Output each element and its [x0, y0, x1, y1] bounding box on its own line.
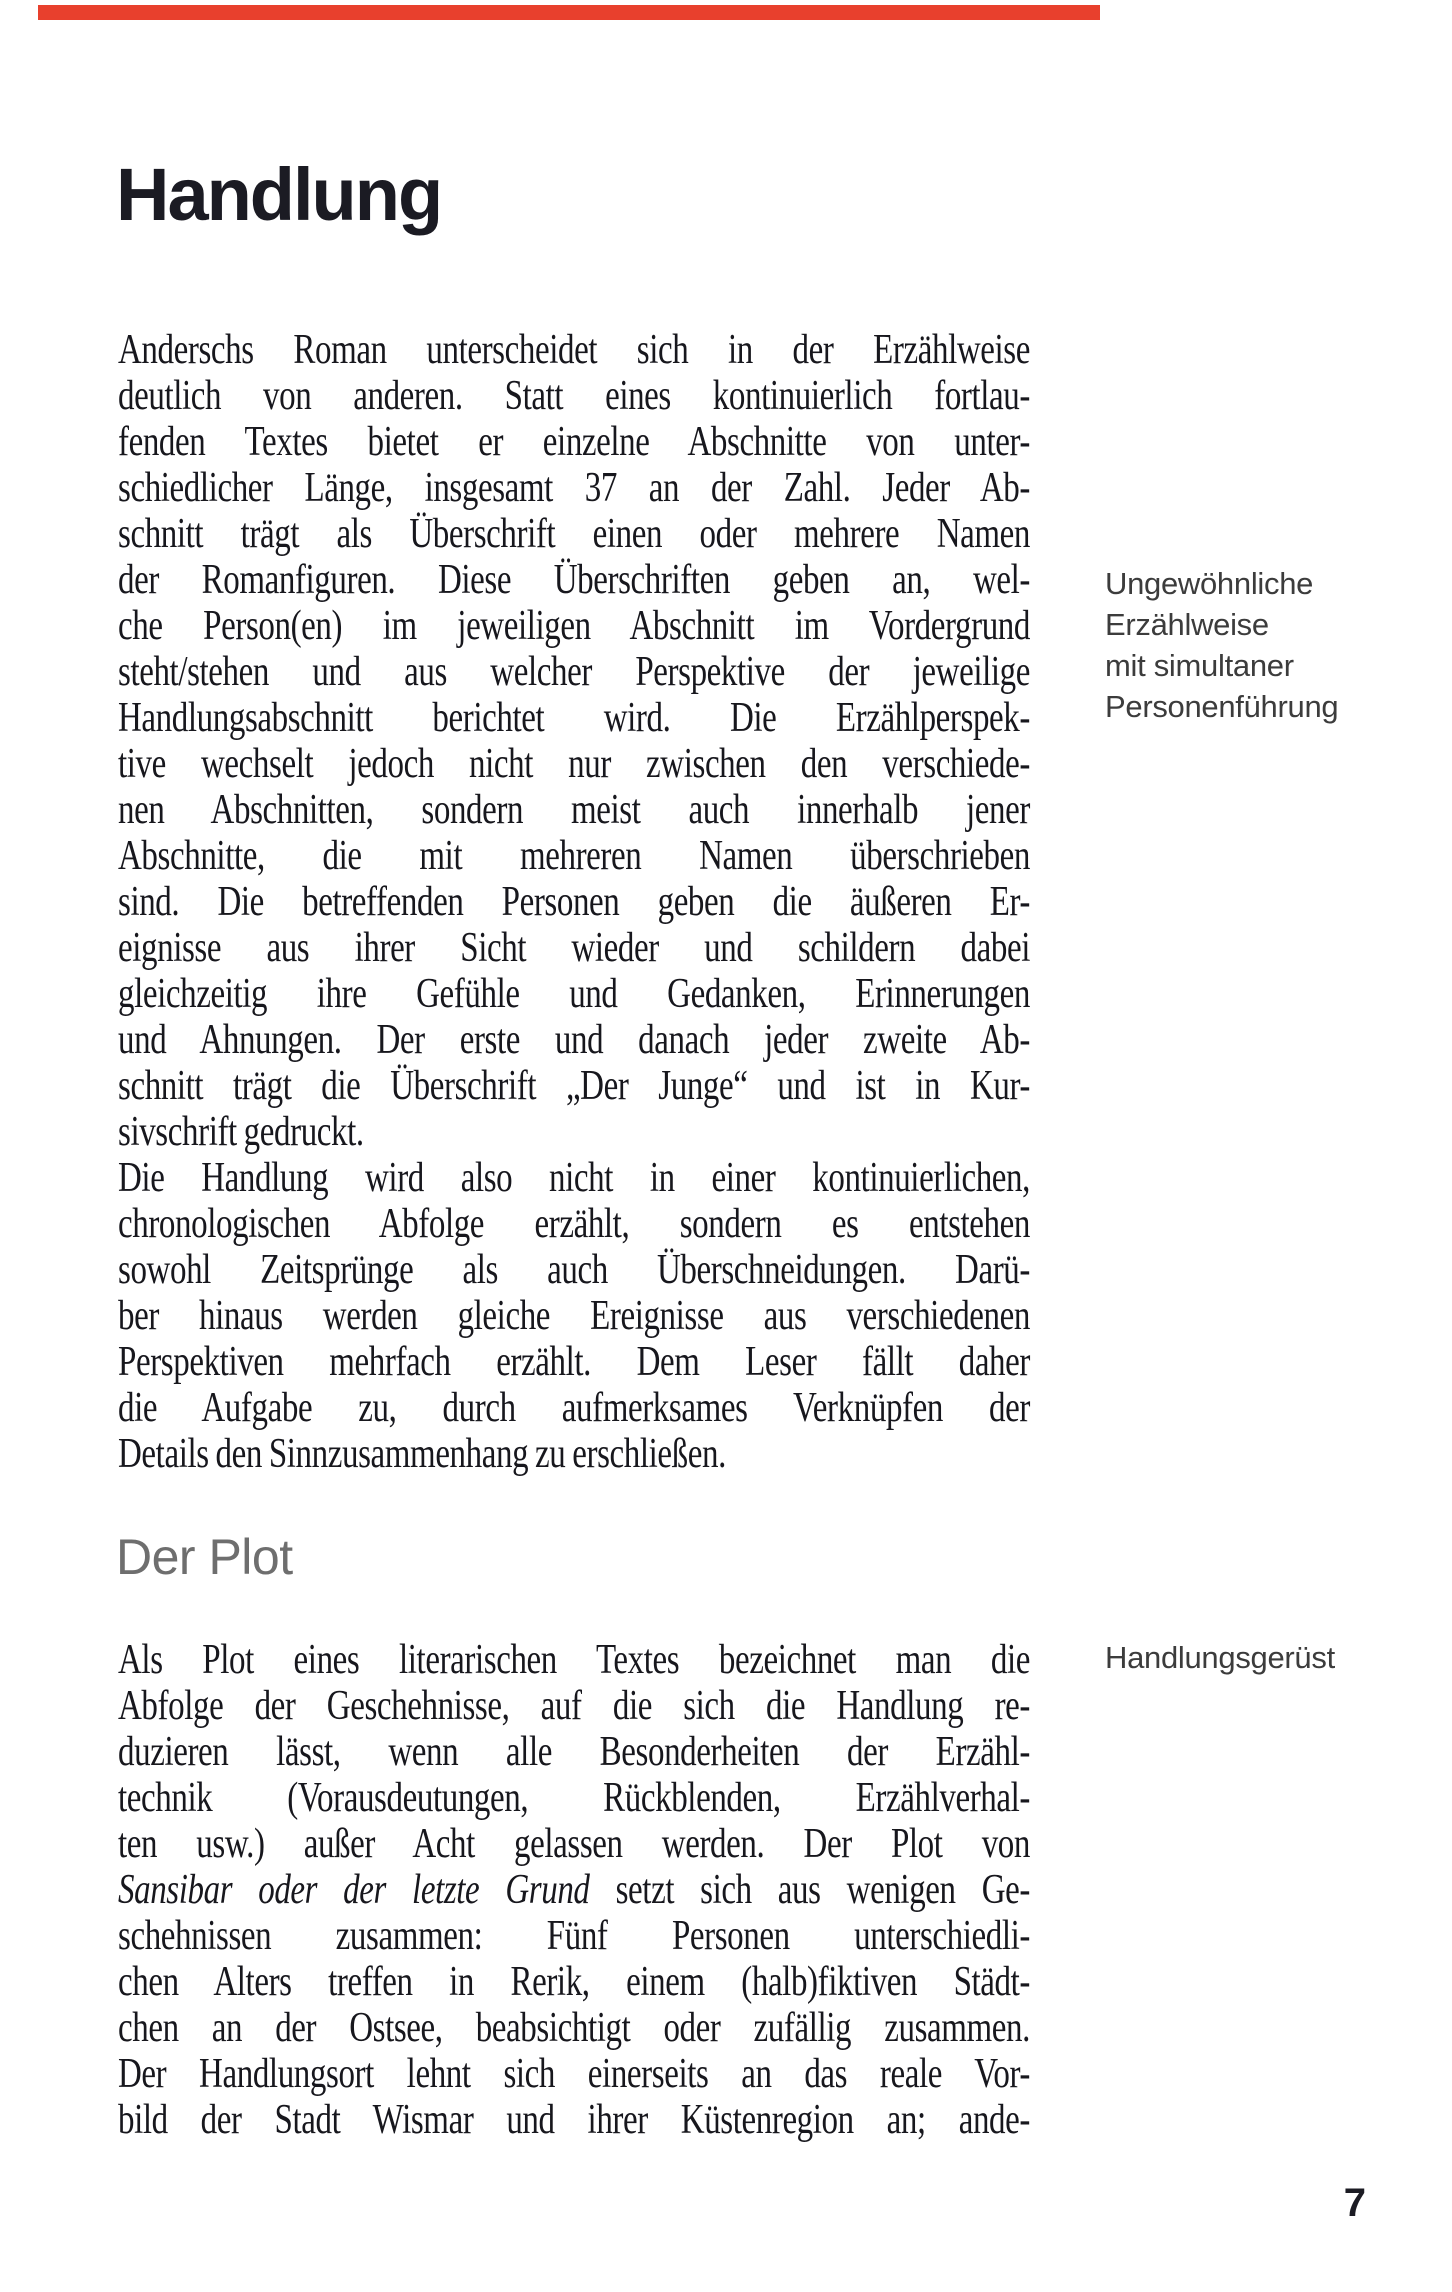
text-line: Details den Sinnzusammenhang zu erschließen.	[118, 1430, 726, 1478]
margin-note-line: mit simultaner	[1105, 648, 1294, 683]
text-line: die Aufgabe zu, durch aufmerksames Verknüpfen der	[118, 1384, 1030, 1432]
text-line: sind. Die betreffenden Personen geben die äußeren Er-	[118, 878, 1030, 926]
text-line: tive wechselt jedoch nicht nur zwischen den verschiede-	[118, 740, 1030, 788]
body-text-column	[118, 327, 1030, 1477]
text-line: schnitt trägt die Überschrift „Der Junge“ und ist in Kur-	[118, 1062, 1030, 1110]
text-line: Der Handlungsort lehnt sich einerseits an das reale Vor-	[118, 2050, 1030, 2098]
text-line: steht/stehen und aus welcher Perspektive der jeweilige	[118, 648, 1030, 696]
text-line: Anderschs Roman unterscheidet sich in der Erzählweise	[118, 326, 1030, 374]
text-line: bild der Stadt Wismar und ihrer Küstenregion an; ande-	[118, 2096, 1030, 2144]
text-line: che Person(en) im jeweiligen Abschnitt im Vordergrund	[118, 602, 1030, 650]
text-segment: setzt sich aus wenigen Ge-	[589, 1866, 1030, 1914]
text-line: sowohl Zeitsprünge als auch Überschneidungen. Darü-	[118, 1246, 1030, 1294]
text-line: und Ahnungen. Der erste und danach jeder zweite Ab-	[118, 1016, 1030, 1064]
text-line: sivschrift gedruckt.	[118, 1108, 364, 1156]
margin-note-handlungsgeruest: Handlungsgerüst	[1105, 1640, 1335, 1675]
section-heading: Der Plot	[116, 1529, 293, 1585]
text-line: Abschnitte, die mit mehreren Namen überschrieben	[118, 832, 1030, 880]
text-line: schnitt trägt als Überschrift einen oder mehrere Namen	[118, 510, 1030, 558]
page-number: 7	[1343, 2181, 1366, 2225]
margin-note-line: Erzählweise	[1105, 607, 1269, 642]
top-accent-bar	[38, 5, 1100, 20]
text-line: Handlungsabschnitt berichtet wird. Die Erzählperspek-	[118, 694, 1030, 742]
text-line: eignisse aus ihrer Sicht wieder und schildern dabei	[118, 924, 1030, 972]
body-text-column-2	[118, 1637, 1030, 2143]
text-line: ten usw.) außer Acht gelassen werden. Der Plot von	[118, 1820, 1030, 1868]
text-line: gleichzeitig ihre Gefühle und Gedanken, Erinnerungen	[118, 970, 1030, 1018]
text-line: technik (Vorausdeutungen, Rückblenden, Erzählverhal-	[118, 1774, 1030, 1822]
text-line: ber hinaus werden gleiche Ereignisse aus verschiedenen	[118, 1292, 1030, 1340]
text-line: Perspektiven mehrfach erzählt. Dem Leser fällt daher	[118, 1338, 1030, 1386]
text-line: Abfolge der Geschehnisse, auf die sich die Handlung re-	[118, 1682, 1030, 1730]
margin-note-erzaehlweise	[1105, 563, 1405, 727]
text-line: chronologischen Abfolge erzählt, sondern es entstehen	[118, 1200, 1030, 1248]
text-line: nen Abschnitten, sondern meist auch innerhalb jener	[118, 786, 1030, 834]
page-title: Handlung	[116, 153, 442, 236]
margin-note-line: Personenführung	[1105, 689, 1339, 724]
text-line: chen Alters treffen in Rerik, einem (halb)fiktiven Städt-	[118, 1958, 1030, 2006]
text-line: schehnissen zusammen: Fünf Personen unterschiedli-	[118, 1912, 1030, 1960]
text-line: duzieren lässt, wenn alle Besonderheiten der Erzähl-	[118, 1728, 1030, 1776]
text-line: schiedlicher Länge, insgesamt 37 an der Zahl. Jeder Ab-	[118, 464, 1030, 512]
text-line: Die Handlung wird also nicht in einer kontinuierlichen,	[118, 1154, 1030, 1202]
book-title-italic: Sansibar oder der letzte Grund	[118, 1866, 590, 1914]
margin-note-line: Ungewöhnliche	[1105, 566, 1314, 601]
text-line: chen an der Ostsee, beabsichtigt oder zufällig zusammen.	[118, 2004, 1030, 2052]
text-line: Als Plot eines literarischen Textes bezeichnet man die	[118, 1636, 1030, 1684]
text-line: der Romanfiguren. Diese Überschriften geben an, wel-	[118, 556, 1030, 604]
text-line: deutlich von anderen. Statt eines kontinuierlich fortlau-	[118, 372, 1030, 420]
text-line: fenden Textes bietet er einzelne Abschnitte von unter-	[118, 418, 1030, 466]
